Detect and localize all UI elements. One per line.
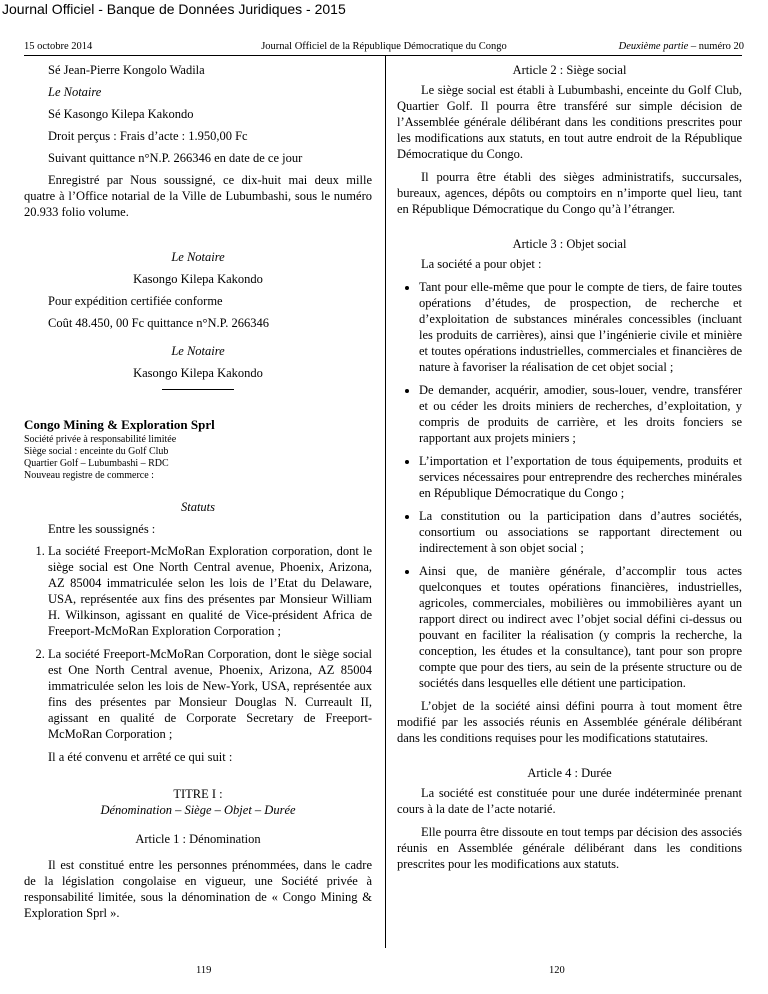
notaire-name-1: Kasongo Kilepa Kakondo (133, 272, 263, 286)
article-3-intro: La société a pour objet : (421, 257, 542, 271)
article-1-heading: Article 1 : Dénomination (135, 832, 261, 846)
notaire-title-1: Le Notaire (171, 250, 225, 264)
enregistrement: Enregistré par Nous soussigné, ce dix-huit mai deux mille quatre à l’Office notarial de la Ville de Lubumbashi, sous le numéro 20.933 folio volume. (24, 173, 372, 219)
column-divider (385, 56, 386, 948)
article-4-text-1: La société est constituée pour une durée indéterminée prenant cours à la date de l’acte notarié. (397, 786, 742, 816)
objet-item: • Ainsi que, de manière générale, d’accomplir tous actes quelconques et toutes opérations financières, industrielles, agricoles, commerciales, mobilières ou immobilières ayant un rapport direct ou indirect avec l’objet social défini ci-dessus ou pouvant en faciliter la réalisation (y compris la recherche, la conception, les études et la consultance), tant pour son propre compte que pour des tiers, au sein de la présente structure ou de sociétés dans lesquelles elle détient une participation. (419, 563, 742, 691)
objet-item: • La constitution ou la participation dans d’autres sociétés, consortium ou associations se rapportant directement ou indirectement à son objet social ; (419, 508, 742, 556)
company-type: Société privée à responsabilité limitée (24, 434, 177, 445)
header-journal: Journal Officiel de la République Démocratique du Congo (261, 41, 507, 52)
article-1-text: Il est constitué entre les personnes prénommées, dans le cadre de la législation congolaise en vigueur, une Société privée à responsabilité limitée, sous la dénomination de « Congo Mining & Exploration Sprl ». (24, 858, 372, 920)
company-name: Congo Mining & Exploration Sprl (24, 417, 215, 432)
notaire-title-2: Le Notaire (171, 344, 225, 358)
separator (162, 389, 234, 390)
company-register: Nouveau registre de commerce : (24, 470, 154, 481)
objet-item: • De demander, acquérir, amodier, sous-louer, vendre, transférer et ou céder les droits miniers de recherches, d’exploitation, y compris de produits de carrière, et les droits fonciers se rapportant aux projets miniers ; (419, 382, 742, 446)
parties-list (24, 543, 372, 742)
notaire-label: Le Notaire (48, 85, 102, 99)
article-3-end: L’objet de la société ainsi défini pourra à tout moment être modifié par les associés réunis en Assemblée générale délibérant dans les conditions requises pour les modifications statutaires. (397, 699, 742, 745)
objet-item: • Tant pour elle-même que pour le compte de tiers, de faire toutes opérations d’études, de prospection, de recherche et d’exploitation de substances minérales concessibles (incluant les produits de carrières), ainsi que l’ingénierie civile et minière et toutes opérations industrielles, commerciales et financières de nature à favoriser la réalisation de cet objet social ; (419, 279, 742, 375)
party-item: 1. La société Freeport-McMoRan Exploration corporation, dont le siège social est One North Central avenue, Phoenix, Arizona, AZ 85004 immatriculée selon les lois de l’Etat du Delaware, USA, représentée aux fins des présentes par Monsieur William H. Wilkinson, agissant en qualité de Vice-président Africa de Freeport-McMoRan Exploration Corporation ; (48, 543, 372, 639)
page-number-right: 120 (549, 965, 565, 976)
convenu: Il a été convenu et arrêté ce qui suit : (48, 750, 233, 764)
statuts-heading: Statuts (180, 500, 216, 514)
signature-1: Sé Jean-Pierre Kongolo Wadila (48, 63, 205, 77)
titre-heading: TITRE I : (173, 787, 223, 801)
header-part: Deuxième partie (618, 41, 689, 52)
header-num: – numéro 20 (690, 41, 744, 52)
signature-2: Sé Kasongo Kilepa Kakondo (48, 107, 194, 121)
article-4-text-2: Elle pourra être dissoute en tout temps par décision des associés réunis en Assemblée générale délibérant dans les conditions prescrites pour les modifications aux statuts. (397, 825, 742, 871)
article-3-heading: Article 3 : Objet social (512, 237, 627, 251)
article-4-heading: Article 4 : Durée (527, 766, 612, 780)
entre-soussignes: Entre les soussignés : (48, 522, 156, 536)
article-2-heading: Article 2 : Siège social (512, 63, 627, 77)
notaire-name-2: Kasongo Kilepa Kakondo (133, 366, 263, 380)
company-address: Quartier Golf – Lubumbashi – RDC (24, 458, 169, 469)
company-seat: Siège social : enceinte du Golf Club (24, 446, 169, 457)
expedition: Pour expédition certifiée conforme (48, 294, 223, 308)
header-rule (24, 55, 742, 56)
left-column (24, 62, 372, 928)
cout: Coût 48.450, 00 Fc quittance n°N.P. 266346 (48, 316, 269, 330)
right-column (397, 62, 742, 879)
header-date: 15 octobre 2014 (24, 41, 93, 52)
quittance: Suivant quittance n°N.P. 266346 en date de ce jour (48, 151, 303, 165)
page-number-left: 119 (196, 965, 212, 976)
droits-percus: Droit perçus : Frais d’acte : 1.950,00 Fc (48, 129, 248, 143)
article-2-text-2: Il pourra être établi des sièges administratifs, succursales, bureaux, agences, dépôts ou comptoirs en n’importe quel lieu, tant en République Démocratique du Congo qu’à l’étranger. (397, 170, 742, 216)
banner: Journal Officiel - Banque de Données Juridiques - 2015 (2, 1, 346, 17)
objet-list (397, 279, 742, 691)
titre-subheading: Dénomination – Siège – Objet – Durée (100, 803, 296, 817)
article-2-text-1: Le siège social est établi à Lubumbashi, enceinte du Golf Club, Quartier Golf. Il pourra être transféré sur simple décision de l’Assemblée générale délibérant dans les conditions prescrites pour les modifications aux statuts, en tout autre endroit de la République Démocratique du Congo. (397, 83, 742, 161)
objet-item: • L’importation et l’exportation de tous équipements, produits et services nécessaires pour entreprendre des recherches minérales en République Démocratique du Congo ; (419, 453, 742, 501)
header-number (619, 40, 744, 53)
party-item: 2. La société Freeport-McMoRan Corporation, dont le siège social est One North Central avenue, Phoenix, Arizona, AZ 85004 immatriculée selon les lois de New-York, USA, représentée aux fins des présentes par Monsieur Douglas N. Curreault II, agissant en qualité de Corporate Secretary de Freeport-McMoRan Corporation ; (48, 646, 372, 742)
